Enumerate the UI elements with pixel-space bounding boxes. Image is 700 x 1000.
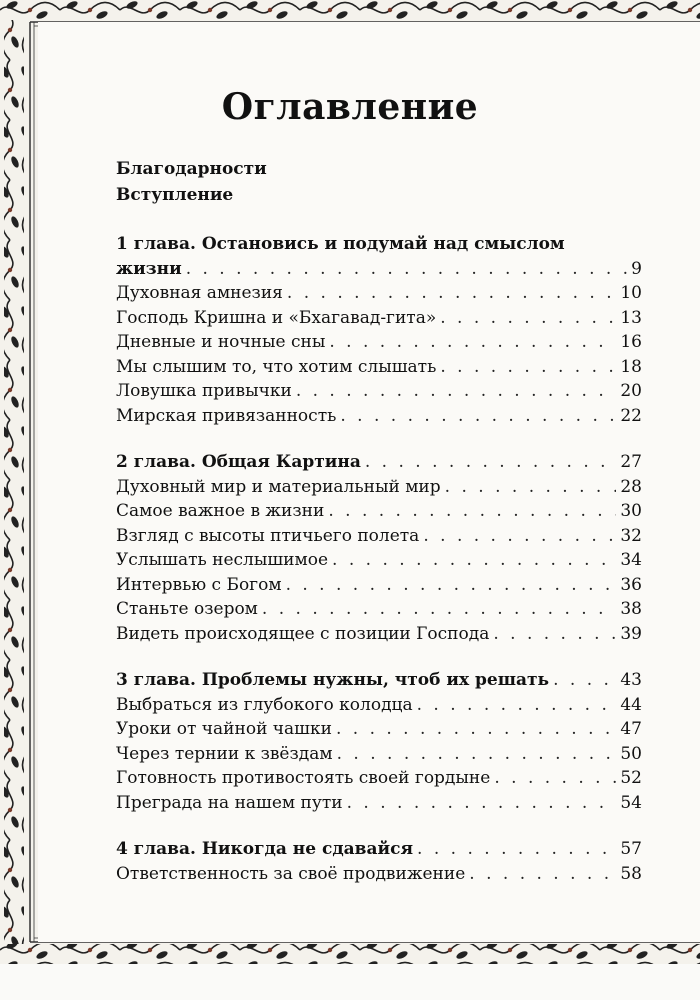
toc-entry[interactable] (116, 355, 642, 380)
section-title: Услышать неслышимое (116, 550, 329, 570)
section-title: Ловушка привычки (116, 381, 292, 401)
chapter-title: 3 глава. Проблемы нужны, чтоб их решать (116, 670, 550, 690)
leader-dots (287, 281, 616, 306)
page-number: 30 (620, 501, 642, 521)
page-number: 50 (620, 743, 642, 764)
front-matter (116, 156, 267, 208)
page-number: 58 (620, 863, 642, 884)
leader-dots (337, 742, 617, 767)
page-number: 27 (620, 452, 642, 472)
leader-dots (296, 379, 617, 404)
leader-dots (340, 404, 616, 429)
page-title: Оглавление (221, 86, 479, 128)
section-title: Интервью с Богом (116, 574, 282, 595)
toc-entry[interactable] (116, 622, 642, 647)
toc-entry[interactable] (116, 379, 642, 404)
page-number: 44 (620, 694, 642, 715)
toc-entry[interactable] (116, 862, 642, 887)
section-title: Готовность противостоять своей гордыне (116, 768, 491, 788)
leader-dots (445, 475, 617, 500)
toc-entry[interactable] (116, 306, 642, 331)
section-title: Господь Кришна и «Бхагавад-гита» (116, 307, 437, 328)
section-title: Станьте озером (116, 599, 258, 619)
page-number: 36 (620, 574, 642, 595)
page-number: 54 (620, 792, 642, 813)
toc-entry[interactable] (116, 791, 642, 816)
border-left (4, 20, 24, 944)
front-matter-item[interactable]: Благодарности (116, 159, 267, 179)
page-number: 32 (620, 525, 642, 546)
toc-entry[interactable] (116, 475, 642, 500)
leader-dots (186, 257, 627, 282)
leader-dots (328, 499, 616, 524)
chapter-2 (116, 450, 642, 646)
chapter-4 (116, 837, 642, 886)
leader-dots (262, 597, 616, 622)
leader-dots (365, 450, 617, 475)
leader-dots (469, 862, 616, 887)
leader-dots (440, 306, 616, 331)
toc-entry[interactable] (116, 404, 642, 429)
leader-dots (329, 330, 616, 355)
page-number: 16 (620, 332, 642, 352)
section-title: Мирская привязанность (116, 405, 337, 426)
chapter-title: 4 глава. Никогда не сдавайся (116, 839, 414, 859)
toc-entry[interactable] (116, 668, 642, 693)
toc-entry[interactable] (116, 766, 642, 791)
page-number: 47 (620, 719, 642, 739)
toc-entry[interactable] (116, 450, 642, 475)
border-bottom (0, 944, 700, 964)
toc-entry[interactable] (116, 837, 642, 862)
page-number: 43 (620, 670, 642, 690)
toc-entry[interactable] (116, 742, 642, 767)
page-number: 9 (631, 258, 642, 279)
leader-dots (347, 791, 617, 816)
toc-entry[interactable] (116, 548, 642, 573)
chapter-1 (116, 232, 642, 428)
chapter-3 (116, 668, 642, 815)
page-number: 10 (620, 283, 642, 303)
chapter-title[interactable]: 1 глава. Остановись и подумай над смыслом (116, 234, 565, 254)
table-of-contents (116, 232, 642, 908)
toc-entry[interactable] (116, 573, 642, 598)
section-title: Выбраться из глубокого колодца (116, 694, 413, 715)
page-number: 20 (620, 381, 642, 401)
leader-dots (332, 548, 616, 573)
chapter-title: 2 глава. Общая Картина (116, 452, 361, 472)
page-number: 22 (620, 405, 642, 426)
page-number: 13 (620, 307, 642, 328)
page-number: 38 (620, 599, 642, 619)
front-matter-item[interactable]: Вступление (116, 185, 234, 205)
page-number: 57 (620, 839, 642, 859)
section-title: Самое важное в жизни (116, 501, 325, 521)
leader-dots (286, 573, 617, 598)
toc-entry[interactable] (116, 281, 642, 306)
border-top (0, 0, 700, 20)
toc-entry[interactable] (116, 597, 642, 622)
section-title: Через тернии к звёздам (116, 743, 333, 764)
leader-dots (440, 355, 616, 380)
leader-dots (494, 766, 616, 791)
leader-dots (423, 524, 616, 549)
toc-entry[interactable] (116, 330, 642, 355)
toc-entry[interactable] (116, 257, 642, 282)
section-title: Духовная амнезия (116, 283, 283, 303)
leader-dots (417, 693, 617, 718)
toc-entry[interactable] (116, 717, 642, 742)
chapter-title-cont: жизни (116, 258, 182, 279)
page-number: 28 (620, 476, 642, 497)
page-number: 39 (620, 623, 642, 644)
toc-entry[interactable] (116, 693, 642, 718)
toc-entry[interactable] (116, 499, 642, 524)
section-title: Мы слышим то, что хотим слышать (116, 356, 437, 377)
section-title: Видеть происходящее с позиции Господа (116, 623, 490, 644)
toc-entry[interactable] (116, 524, 642, 549)
section-title: Дневные и ночные сны (116, 332, 326, 352)
section-title: Преграда на нашем пути (116, 792, 343, 813)
leader-dots (417, 837, 616, 862)
page-number: 52 (620, 768, 642, 788)
page-number: 18 (620, 356, 642, 377)
leader-dots (493, 622, 616, 647)
leader-dots (553, 668, 616, 693)
section-title: Ответственность за своё продвижение (116, 863, 466, 884)
section-title: Взгляд с высоты птичьего полета (116, 525, 420, 546)
section-title: Духовный мир и материальный мир (116, 476, 441, 497)
leader-dots (336, 717, 616, 742)
page-number: 34 (620, 550, 642, 570)
section-title: Уроки от чайной чашки (116, 719, 332, 739)
